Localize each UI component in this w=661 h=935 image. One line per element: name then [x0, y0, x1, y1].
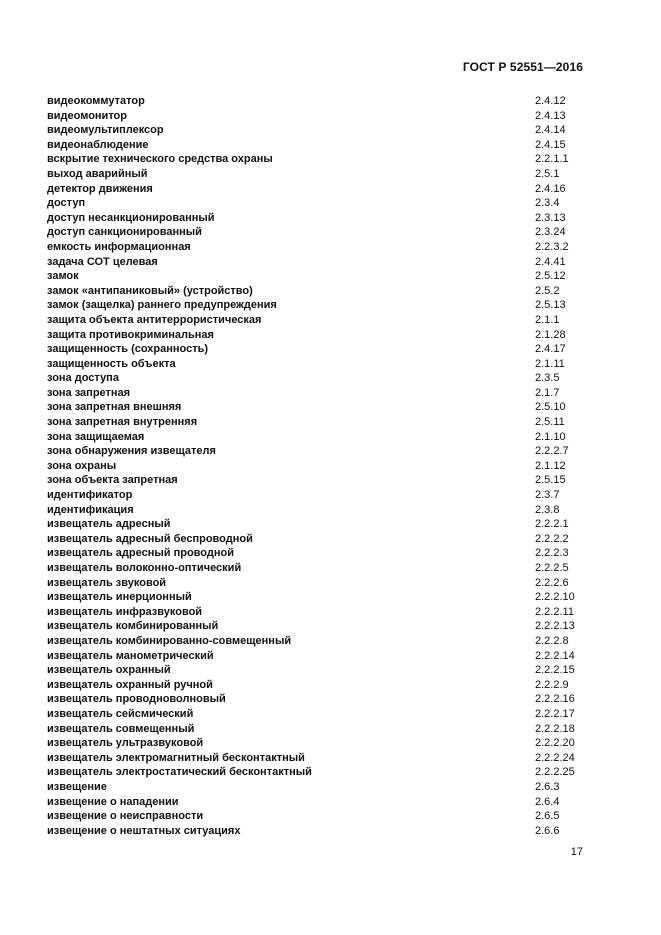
index-entry — [47, 707, 587, 722]
index-entry — [47, 444, 587, 459]
index-term: видеомультиплексор — [47, 124, 164, 137]
index-reference: 2.6.4 — [535, 795, 560, 808]
index-reference: 2.5.11 — [535, 416, 565, 429]
index-reference: 2.3.7 — [535, 489, 560, 502]
index-entry — [47, 546, 587, 561]
index-entry — [47, 255, 587, 270]
index-reference: 2.2.3.2 — [535, 240, 569, 253]
index-entry — [47, 532, 587, 547]
index-reference: 2.1.1 — [535, 313, 560, 326]
index-term: извещатель звуковой — [47, 576, 167, 589]
index-entry — [47, 736, 587, 751]
index-reference: 2.2.2.16 — [535, 693, 575, 706]
index-entry — [47, 313, 587, 328]
index-reference: 2.2.2.25 — [535, 766, 575, 779]
index-reference: 2.5.2 — [535, 284, 560, 297]
index-entry — [47, 634, 587, 649]
index-reference: 2.2.2.8 — [535, 634, 569, 647]
index-term: извещатель электромагнитный бесконтактный — [47, 751, 305, 764]
index-term: извещатель инерционный — [47, 591, 192, 604]
index-entry — [47, 663, 587, 678]
index-term: извещатель охранный ручной — [47, 678, 213, 691]
index-term: извещатель комбинированный — [47, 620, 219, 633]
index-entry — [47, 488, 587, 503]
index-entry — [47, 225, 587, 240]
index-reference: 2.1.12 — [535, 459, 566, 472]
index-entry — [47, 678, 587, 693]
index-term: извещатель совмещенный — [47, 722, 195, 735]
index-reference: 2.5.10 — [535, 401, 566, 414]
index-term: извещатель электростатический бесконтактный — [47, 766, 312, 779]
index-entry — [47, 619, 587, 634]
index-reference: 2.2.2.5 — [535, 562, 569, 574]
document-standard-number: ГОСТ Р 52551—2016 — [462, 60, 583, 74]
index-term: извещатель адресный проводной — [47, 547, 234, 560]
index-term: видеонаблюдение — [47, 138, 149, 151]
index-term: идентификатор — [47, 489, 133, 502]
index-reference: 2.2.2.11 — [535, 605, 574, 618]
index-entry — [47, 780, 587, 795]
index-term: защита противокриминальная — [47, 328, 214, 341]
index-reference: 2.5.1 — [535, 167, 560, 180]
index-entry — [47, 371, 587, 386]
index-entry — [47, 590, 587, 605]
index-term: замок — [47, 270, 79, 283]
index-entry — [47, 824, 587, 839]
index-term: извещатель адресный — [47, 518, 171, 531]
index-term: доступ несанкционированный — [47, 211, 215, 224]
index-reference: 2.6.5 — [535, 810, 560, 823]
index-reference: 2.4.41 — [535, 255, 566, 268]
index-term: защита объекта антитеррористическая — [47, 313, 262, 326]
index-term: замок (защелка) раннего предупреждения — [47, 299, 277, 312]
index-reference: 2.2.2.18 — [535, 722, 575, 735]
index-reference: 2.3.5 — [535, 372, 560, 385]
index-term: зона обнаружения извещателя — [47, 445, 216, 458]
index-term: емкость информационная — [47, 240, 191, 253]
index-entry — [47, 415, 587, 430]
index-reference: 2.2.2.2 — [535, 532, 569, 545]
index-entry — [47, 298, 587, 313]
index-entry — [47, 196, 587, 211]
index-entry — [47, 503, 587, 518]
index-reference: 2.2.2.17 — [535, 707, 575, 720]
index-term: детектор движения — [47, 182, 153, 195]
index-term: выход аварийный — [47, 167, 148, 180]
index-reference: 2.4.16 — [535, 182, 566, 195]
index-term: зона запретная внешняя — [47, 401, 182, 414]
index-reference: 2.4.12 — [535, 95, 566, 107]
term-index-list — [47, 94, 587, 838]
index-reference: 2.2.2.14 — [535, 649, 575, 662]
index-entry — [47, 400, 587, 415]
index-entry — [47, 328, 587, 343]
index-entry — [47, 123, 587, 138]
index-term: зона запретная внутренняя — [47, 416, 198, 429]
index-entry — [47, 576, 587, 591]
index-reference: 2.4.15 — [535, 138, 566, 151]
index-reference: 2.2.2.13 — [535, 620, 575, 633]
index-reference: 2.2.2.6 — [535, 576, 569, 589]
index-term: замок «антипаниковый» (устройство) — [47, 284, 253, 297]
index-reference: 2.2.2.15 — [535, 664, 575, 677]
index-entry — [47, 459, 587, 474]
index-term: извещатель ультразвуковой — [47, 737, 204, 750]
index-entry — [47, 517, 587, 532]
index-reference: 2.2.2.3 — [535, 547, 569, 560]
index-term: извещатель проводноволновый — [47, 693, 226, 706]
index-entry — [47, 722, 587, 737]
index-entry — [47, 605, 587, 620]
index-term: извещатель комбинированно-совмещенный — [47, 634, 292, 647]
index-term: вскрытие технического средства охраны — [47, 153, 273, 166]
index-reference: 2.5.15 — [535, 474, 566, 487]
index-reference: 2.6.3 — [535, 780, 560, 793]
index-entry — [47, 692, 587, 707]
index-entry — [47, 386, 587, 401]
index-entry — [47, 269, 587, 284]
index-reference: 2.5.13 — [535, 299, 566, 312]
index-term: извещение о неисправности — [47, 810, 204, 823]
index-term: зона защищаемая — [47, 430, 145, 443]
index-entry — [47, 109, 587, 124]
index-reference: 2.5.12 — [535, 270, 566, 283]
index-term: зона объекта запретная — [47, 474, 178, 487]
index-reference: 2.3.8 — [535, 503, 560, 516]
index-entry — [47, 211, 587, 226]
index-term: защищенность объекта — [47, 357, 176, 370]
index-reference: 2.1.28 — [535, 328, 566, 341]
index-term: извещатель инфразвуковой — [47, 605, 203, 618]
index-term: извещатель сейсмический — [47, 707, 194, 720]
index-reference: 2.2.2.7 — [535, 445, 569, 458]
index-entry — [47, 152, 587, 167]
index-entry — [47, 167, 587, 182]
index-reference: 2.3.13 — [535, 211, 566, 224]
index-term: извещатель охранный — [47, 664, 171, 677]
index-term: извещатель адресный беспроводной — [47, 532, 253, 545]
index-term: зона запретная — [47, 386, 131, 399]
index-reference: 2.1.10 — [535, 430, 566, 443]
index-reference: 2.2.1.1 — [535, 153, 569, 166]
index-reference: 2.3.24 — [535, 226, 566, 239]
index-entry — [47, 649, 587, 664]
index-term: извещатель манометрический — [47, 649, 214, 662]
index-reference: 2.2.2.24 — [535, 751, 575, 764]
index-entry — [47, 240, 587, 255]
index-term: извещение о нештатных ситуациях — [47, 824, 241, 837]
index-term: доступ — [47, 197, 86, 210]
index-term: зона охраны — [47, 459, 117, 472]
index-term: извещатель волоконно-оптический — [47, 562, 242, 574]
index-term: идентификация — [47, 503, 134, 516]
index-entry — [47, 795, 587, 810]
index-reference: 2.1.11 — [535, 357, 565, 370]
index-term: видеомонитор — [47, 109, 127, 122]
index-term: задача СОТ целевая — [47, 255, 158, 268]
index-reference: 2.4.17 — [535, 343, 566, 356]
index-entry — [47, 94, 587, 109]
index-reference: 2.2.2.20 — [535, 737, 575, 750]
index-term: извещение — [47, 780, 107, 793]
index-reference: 2.4.14 — [535, 124, 566, 137]
index-entry — [47, 473, 587, 488]
index-entry — [47, 751, 587, 766]
index-entry — [47, 430, 587, 445]
page-number: 17 — [570, 846, 583, 858]
index-reference: 2.6.6 — [535, 824, 560, 837]
index-term: доступ санкционированный — [47, 226, 202, 239]
index-reference: 2.2.2.1 — [535, 518, 569, 531]
index-reference: 2.1.7 — [535, 386, 560, 399]
index-entry — [47, 561, 587, 576]
index-reference: 2.4.13 — [535, 109, 566, 122]
index-reference: 2.3.4 — [535, 197, 560, 210]
index-entry — [47, 284, 587, 299]
index-entry — [47, 342, 587, 357]
index-term: зона доступа — [47, 372, 119, 385]
index-term: извещение о нападении — [47, 795, 179, 808]
index-term: защищенность (сохранность) — [47, 343, 209, 356]
index-entry — [47, 182, 587, 197]
index-reference: 2.2.2.9 — [535, 678, 569, 691]
index-entry — [47, 809, 587, 824]
index-reference: 2.2.2.10 — [535, 591, 575, 604]
index-entry — [47, 138, 587, 153]
index-entry — [47, 357, 587, 372]
index-entry — [47, 765, 587, 780]
index-term: видеокоммутатор — [47, 95, 145, 107]
